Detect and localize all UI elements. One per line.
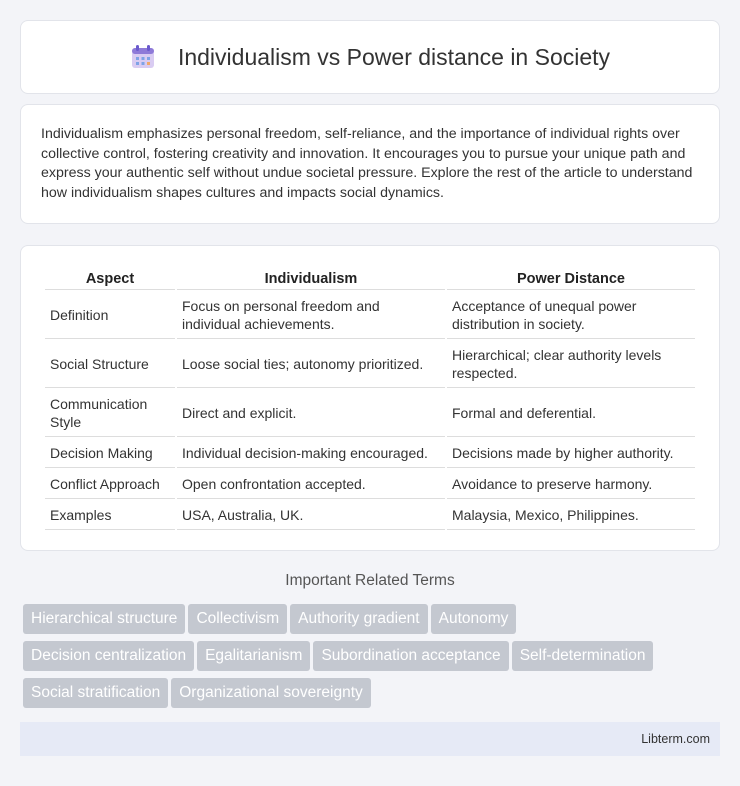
table-cell: Open confrontation accepted. bbox=[177, 470, 445, 499]
table-cell: Focus on personal freedom and individual achievements. bbox=[177, 292, 445, 339]
column-header-aspect: Aspect bbox=[45, 268, 175, 290]
related-terms-title: Important Related Terms bbox=[285, 572, 455, 589]
table-cell: Malaysia, Mexico, Philippines. bbox=[447, 501, 695, 530]
comparison-table-card bbox=[20, 245, 720, 551]
table-row bbox=[45, 341, 695, 388]
related-terms-list bbox=[23, 604, 723, 715]
related-term-tag[interactable]: Autonomy bbox=[431, 604, 517, 634]
table-cell: Individual decision-making encouraged. bbox=[177, 439, 445, 468]
related-term-tag[interactable]: Hierarchical structure bbox=[23, 604, 185, 634]
table-row bbox=[45, 501, 695, 530]
table-cell: Acceptance of unequal power distribution in society. bbox=[447, 292, 695, 339]
intro-text: Individualism emphasizes personal freedom, self-reliance, and the importance of individual rights over collective control, fostering creativity and innovation. It encourages you to pursue your unique path and express your authentic self without undue societal pressure. Explore the rest of the article to understand how individualism shapes cultures and impacts social dynamics. bbox=[41, 126, 693, 201]
table-cell: Decision Making bbox=[45, 439, 175, 468]
table-cell: Communication Style bbox=[45, 390, 175, 437]
related-term-tag[interactable]: Decision centralization bbox=[23, 641, 194, 671]
footer bbox=[20, 722, 720, 756]
related-term-tag[interactable]: Egalitarianism bbox=[197, 641, 310, 671]
table-header-row bbox=[45, 268, 695, 290]
related-term-tag[interactable]: Self-determination bbox=[512, 641, 654, 671]
table-cell: Loose social ties; autonomy prioritized. bbox=[177, 341, 445, 388]
related-term-tag[interactable]: Organizational sovereignty bbox=[171, 678, 371, 708]
table-row bbox=[45, 470, 695, 499]
related-term-tag[interactable]: Authority gradient bbox=[290, 604, 428, 634]
related-term-tag[interactable]: Collectivism bbox=[188, 604, 287, 634]
table-cell: Conflict Approach bbox=[45, 470, 175, 499]
related-term-tag[interactable]: Subordination acceptance bbox=[313, 641, 508, 671]
table-row bbox=[45, 439, 695, 468]
table-cell: Hierarchical; clear authority levels respected. bbox=[447, 341, 695, 388]
column-header-individualism: Individualism bbox=[177, 268, 445, 290]
related-term-tag[interactable]: Social stratification bbox=[23, 678, 168, 708]
table-cell: Avoidance to preserve harmony. bbox=[447, 470, 695, 499]
table-cell: Examples bbox=[45, 501, 175, 530]
table-cell: Direct and explicit. bbox=[177, 390, 445, 437]
title-card bbox=[20, 20, 720, 94]
comparison-table bbox=[43, 266, 697, 532]
table-cell: Definition bbox=[45, 292, 175, 339]
column-header-power-distance: Power Distance bbox=[447, 268, 695, 290]
table-row bbox=[45, 390, 695, 437]
table-cell: USA, Australia, UK. bbox=[177, 501, 445, 530]
table-cell: Decisions made by higher authority. bbox=[447, 439, 695, 468]
table-cell: Social Structure bbox=[45, 341, 175, 388]
page-title: Individualism vs Power distance in Society bbox=[177, 43, 611, 70]
intro-card bbox=[20, 104, 720, 224]
footer-site-link[interactable]: Libterm.com bbox=[641, 732, 710, 746]
table-cell: Formal and deferential. bbox=[447, 390, 695, 437]
table-row bbox=[45, 292, 695, 339]
calendar-icon bbox=[130, 44, 156, 70]
